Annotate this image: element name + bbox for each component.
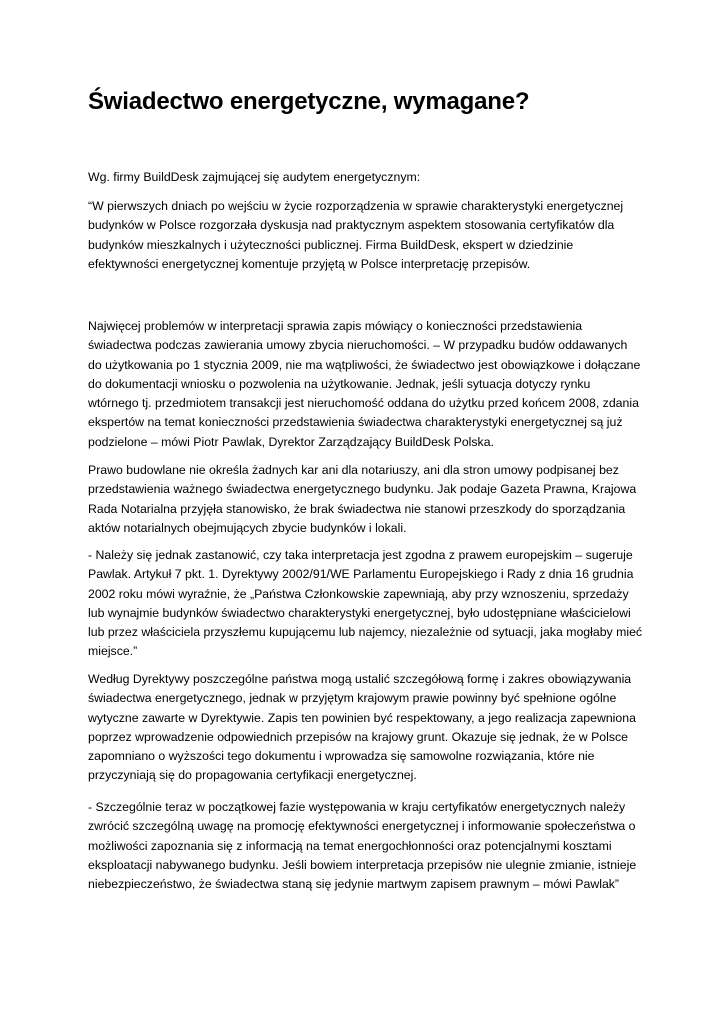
body-paragraph: Według Dyrektywy poszczególne państwa mogą ustalić szczegółową formę i zakres obowiązywania świadectwa energetycznego, jednak w przyjętym krajowym prawie powinny być spełnione ogólne wytyczne zawarte w Dyrektywie. Zapis ten powinien być respektowany, a jego realizacja zapewniona poprzez wprowadzenie odpowiednich przepisów na krajowy grunt. Okazuje się jednak, że w Polsce zapomniano o wyższości tego dokumentu i wprowadza się samowolne rozwiązania, które nie przyczyniają się do propagowania certyfikacji energetycznej. [88, 672, 636, 783]
body-paragraph: - Należy się jednak zastanowić, czy taka interpretacja jest zgodna z prawem europejskim – sugeruje Pawlak. Artykuł 7 pkt. 1. Dyrektywy 2002/91/WE Parlamentu Europejskiego i Rady z dnia 16 grudnia 2002 roku mówi wyraźnie, że „Państwa Członkowskie zapewniają, aby przy wznoszeniu, sprzedaży lub wynajmie budynków świadectwo charakterystyki energetycznej, było udostępniane właścicielowi lub przez właściciela przyszłemu kupującemu lub najemcy, niezależnie od sytuacji, jaka mogłaby mieć miejsce.” [88, 548, 643, 659]
document-title: Świadectwo energetyczne, wymagane? [88, 88, 530, 115]
body-paragraph: Prawo budowlane nie określa żadnych kar ani dla notariuszy, ani dla stron umowy podpisanej bez przedstawienia ważnego świadectwa energetycznego budynku. Jak podaje Gazeta Prawna, Krajowa Rada Notarialna przyjęła stanowisko, że brak świadectwa nie stanowi przeszkody do sporządzania aktów notarialnych obejmujących zbycie budynków i lokali. [88, 463, 637, 535]
body-paragraph: - Szczególnie teraz w początkowej fazie występowania w kraju certyfikatów energetycznych należy zwrócić szczególną uwagę na promocję efektywności energetycznej i informowanie społeczeństwa o możliwości zapoznania się z informacją na temat energochłonności oraz potencjalnymi kosztami eksploatacji nabywanego budynku. Jeśli bowiem interpretacja przepisów nie ulegnie zmianie, istnieje niebezpieczeństwo, że świadectwa staną się jedynie martwym zapisem prawnym – mówi Pawlak” [88, 800, 637, 892]
body-paragraph: Najwięcej problemów w interpretacji sprawia zapis mówiący o konieczności przedstawienia świadectwa podczas zawierania umowy zbycia nieruchomości. – W przypadku budów oddawanych do użytkowania po 1 stycznia 2009, nie ma wątpliwości, że świadectwo jest obowiązkowe i dołączane do dokumentacji wniosku o pozwolenia na użytkowanie. Jednak, jeśli sytuacja dotyczy rynku wtórnego tj. przedmiotem transakcji jest nieruchomość oddana do użytku przed końcem 2008, zdania ekspertów na temat konieczności przedstawienia świadectwa charakterystyki energetycznej są już podzielone – mówi Piotr Pawlak, Dyrektor Zarządzający BuildDesk Polska. [88, 319, 641, 449]
intro-paragraph: Wg. firmy BuildDesk zajmującej się audytem energetycznym: [88, 170, 421, 184]
quote-paragraph: “W pierwszych dniach po wejściu w życie rozporządzenia w sprawie charakterystyki energetycznej budynków w Polsce rozgorzała dyskusja nad praktycznym aspektem stosowania certyfikatów dla budynków mieszkalnych i użyteczności publicznej. Firma BuildDesk, ekspert w dziedzinie efektywności energetycznej komentuje przyjętą w Polsce interpretację przepisów. [88, 199, 624, 271]
